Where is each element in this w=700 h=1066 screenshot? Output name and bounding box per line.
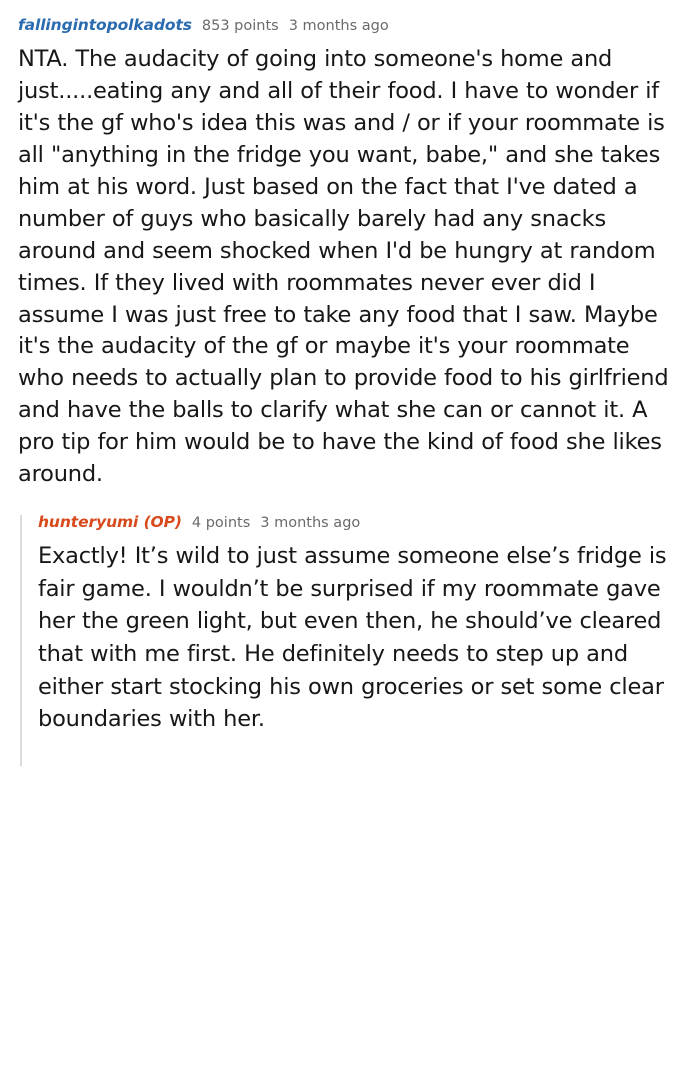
reply-meta bbox=[38, 513, 682, 531]
reply-timestamp: 3 months ago bbox=[260, 515, 361, 532]
top-level-comment bbox=[18, 16, 682, 491]
reply-body: Exactly! It’s wild to just assume someone else’s fridge is fair game. I wouldn’t be surprised if my roommate gave her the green light, but even then, he should’ve cleared that with me first. He definitely needs to step up and either start stocking his own groceries or set some clear boundaries with her. bbox=[38, 543, 667, 733]
comment-author[interactable]: fallingintopolkadots bbox=[18, 16, 192, 34]
comment-body: NTA. The audacity of going into someone's home and just.....eating any and all of their food. I have to wonder if it's the gf who's idea this was and / or if your roommate is all "anything in the fridge you want, babe," and she takes him at his word. Just based on the fact that I've dated a number of guys who basically barely had any snacks around and seem shocked when I'd be hungry at random times. If they lived with roommates never ever did I assume I was just free to take any food that I saw. Maybe it's the audacity of the gf or maybe it's your roommate who needs to actually plan to provide food to his girlfriend and have the balls to clarify what she can or cannot it. A pro tip for him would be to have the kind of food she likes around. bbox=[18, 46, 669, 488]
thread-line bbox=[20, 515, 22, 766]
reply-comment bbox=[38, 513, 682, 736]
reply-points: 4 points bbox=[191, 515, 251, 532]
comment-points: 853 points bbox=[201, 18, 279, 34]
reply-author[interactable]: hunteryumi (OP) bbox=[38, 513, 182, 532]
reply-container bbox=[18, 513, 682, 736]
comment-timestamp: 3 months ago bbox=[288, 18, 389, 34]
comment-meta bbox=[18, 16, 682, 34]
